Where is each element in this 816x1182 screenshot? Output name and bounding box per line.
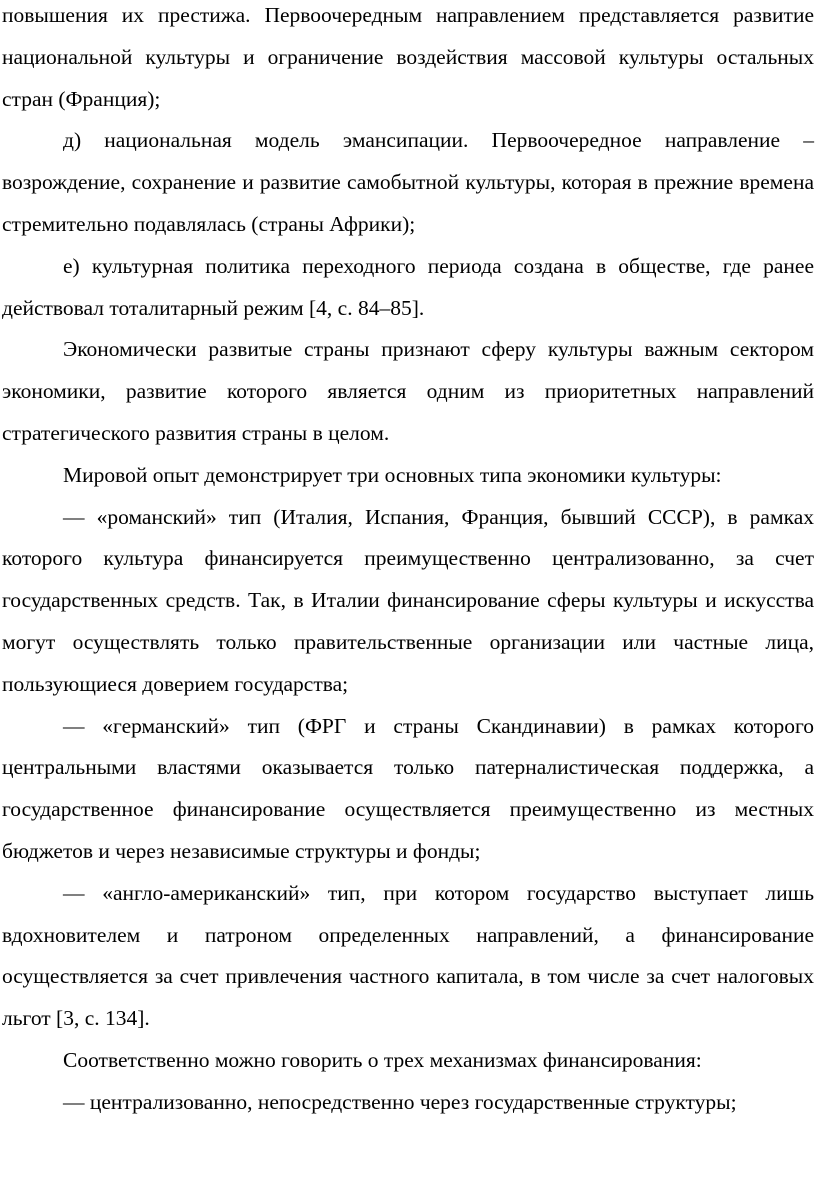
list-item-romance-type: ― «романский» тип (Италия, Испания, Франция, бывший СССР), в рамках которого культура финансируется преимущественно централизованно, за счет государственных средств. Так, в Италии финансирование сферы культуры и искусства могут осуществлять только правительственные организации или частные лица, пользующиеся доверием государства; bbox=[2, 504, 814, 696]
list-item-anglo-american-type: ― «англо-американский» тип, при котором государство выступает лишь вдохновителем и патроном определенных направлений, а финансирование осуществляется за счет привлечения частного капитала, в том числе за счет налоговых льгот [3, с. 134]. bbox=[2, 880, 814, 1031]
paragraph-world-experience: Мировой опыт демонстрирует три основных типа экономики культуры: bbox=[63, 462, 722, 487]
paragraph-national-emancipation: д) национальная модель эмансипации. Первоочередное направление – возрождение, сохранение и развитие самобытной культуры, которая в прежние времена стремительно подавлялась (страны Африки); bbox=[2, 128, 814, 236]
paragraph-financing-mechanisms: Соответственно можно говорить о трех механизмах финансирования: bbox=[63, 1047, 702, 1072]
list-item-german-type: ― «германский» тип (ФРГ и страны Скандинавии) в рамках которого центральными властями оказывается только патерналистическая поддержка, а государственное финансирование осуществляется преимущественно из местных бюджетов и через независимые структуры и фонды; bbox=[2, 713, 814, 863]
paragraph-developed-countries: Экономически развитые страны признают сферу культуры важным сектором экономики, развитие которого является одним из приоритетных направлений стратегического развития страны в целом. bbox=[2, 337, 814, 445]
list-item-centralized: ― централизованно, непосредственно через государственные структуры; bbox=[63, 1089, 737, 1114]
paragraph-continuation: повышения их престижа. Первоочередным направлением представляется развитие национальной культуры и ограничение воздействия массовой культуры остальных стран (Франция); bbox=[2, 3, 814, 111]
paragraph-transition-policy: е) культурная политика переходного периода создана в обществе, где ранее действовал тоталитарный режим [4, с. 84–85]. bbox=[2, 253, 814, 320]
